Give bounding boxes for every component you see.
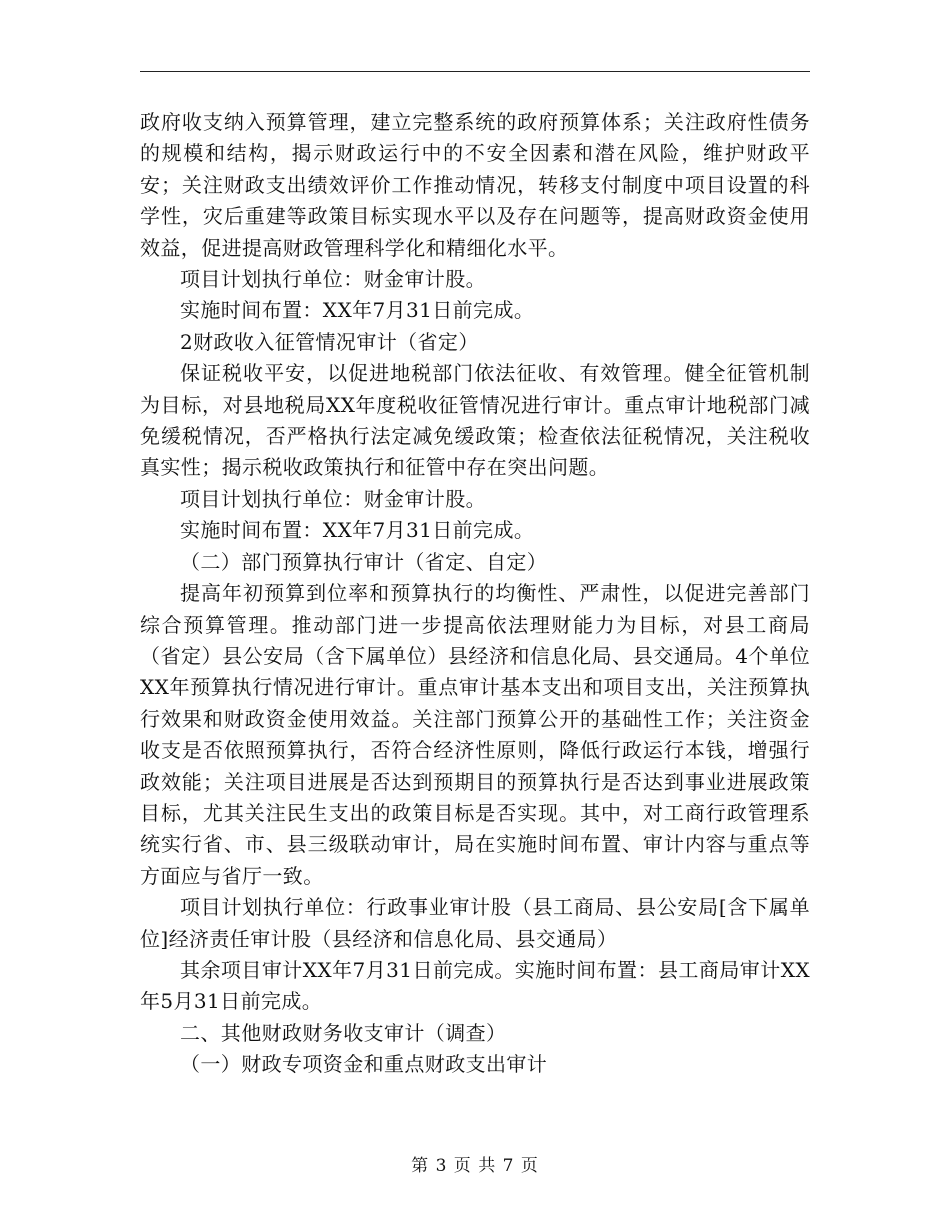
paragraph-executing-unit: 项目计划执行单位：财金审计股。 — [180, 267, 486, 292]
paragraph-body: 保证税收平安，以促进地税部门依法征收、有效管理。健全征管机制为目标，对县地税局XX年度税收征管情况进行审计。重点审计地税部门减免缓税情况，否严格执行法定减免缓政策；检查依法征税情况，关注税收真实性；揭示税收政策执行和征管中存在突出问题。 — [140, 361, 810, 480]
section-heading: 2财政收入征管情况审计（省定） — [180, 329, 479, 354]
page-number-footer: 第 3 页 共 7 页 — [411, 1156, 539, 1176]
paragraph-schedule: 实施时间布置：XX年7月31日前完成。 — [180, 298, 535, 323]
paragraph-body: 提高年初预算到位率和预算执行的均衡性、严肃性，以促进完善部门综合预算管理。推动部门进一步提高依法理财能力为目标，对县工商局（省定）县公安局（含下属单位）县经济和信息化局、县交通局。4个单位XX年预算执行情况进行审计。重点审计基本支出和项目支出，关注预算执行效果和财政资金使用效益。关注部门预算公开的基础性工作；关注资金收支是否依照预算执行，否符合经济性原则，降低行政运行本钱，增强行政效能；关注项目进展是否达到预期目的预算执行是否达到事业进展政策目标，尤其关注民生支出的政策目标是否实现。其中，对工商行政管理系统实行省、市、县三级联动审计，局在实施时间布置、审计内容与重点等方面应与省厅一致。 — [140, 581, 810, 888]
paragraph-executing-unit: 项目计划执行单位：财金审计股。 — [180, 486, 486, 511]
paragraph-schedule: 实施时间布置：XX年7月31日前完成。 — [180, 518, 535, 543]
paragraph-schedule: 其余项目审计XX年7月31日前完成。实施时间布置：县工商局审计XX年5月31日前完成。 — [140, 957, 810, 1014]
section-heading: 二、其他财政财务收支审计（调查） — [180, 1020, 507, 1045]
section-heading: （二）部门预算执行审计（省定、自定） — [180, 549, 548, 574]
paragraph-continuation: 政府收支纳入预算管理，建立完整系统的政府预算体系；关注政府性债务的规模和结构，揭示财政运行中的不安全因素和潜在风险，维护财政平安；关注财政支出绩效评价工作推动情况，转移支付制度中项目设置的科学性，灾后重建等政策目标实现水平以及存在问题等，提高财政资金使用效益，促进提高财政管理科学化和精细化水平。 — [140, 110, 810, 260]
section-heading: （一）财政专项资金和重点财政支出审计 — [180, 1052, 548, 1077]
paragraph-executing-unit: 项目计划执行单位：行政事业审计股（县工商局、县公安局[含下属单位]经济责任审计股（县经济和信息化局、县交通局） — [140, 895, 810, 951]
document-body — [140, 107, 810, 1081]
header-rule — [140, 71, 810, 72]
